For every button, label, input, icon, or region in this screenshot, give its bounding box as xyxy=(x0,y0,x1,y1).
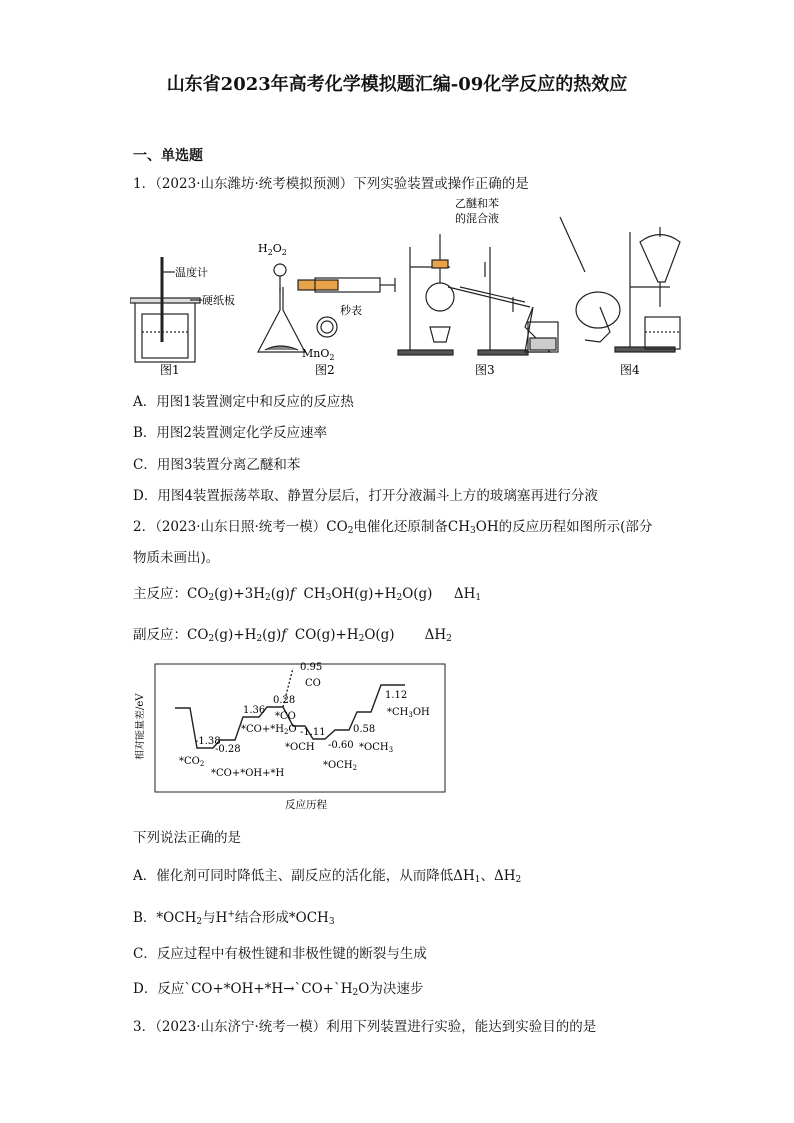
value-label: 0.95 xyxy=(300,662,323,673)
species-label: CO xyxy=(305,678,321,689)
chart-ylabel: 相对能量差/eV xyxy=(135,693,146,760)
species-label: *CO+*OH+*H xyxy=(211,768,285,779)
q2-ask: 下列说法正确的是 xyxy=(133,830,241,846)
q2-option-c: C．反应过程中有极性键和非极性键的断裂与生成 xyxy=(133,946,427,962)
q3-stem: 3．（2023·山东济宁·统考一模）利用下列装置进行实验，能达到实验目的的是 xyxy=(133,1019,597,1035)
side-reaction: 副反应：$CO_2(g)+H_2(g)f$ $CO(g)+H_2O(g)$ $\Delta H_2$ xyxy=(133,627,452,644)
main-reaction: 主反应：$CO_2(g)+3H_2(g)f$ $CH_3OH(g)+H_2O(g)$ $\Delta H_1$ xyxy=(133,586,482,603)
value-label: -1.11 xyxy=(300,727,326,738)
q1-option-b: B．用图2装置测定化学反应速率 xyxy=(133,425,328,441)
stopwatch-label: 秒表 xyxy=(340,304,362,317)
page-title: 山东省2023年高考化学模拟题汇编-09化学反应的热效应 xyxy=(166,74,628,95)
value-label: 0.28 xyxy=(273,695,296,706)
fig4-caption: 图4 xyxy=(620,363,640,377)
thermometer-label: 温度计 xyxy=(175,266,208,279)
mixture-label: 的混合液 xyxy=(455,212,499,225)
q2-option-a: A．催化剂可同时降低主、副反应的活化能，从而降低$\Delta H_1$、$\Delta H_2$ xyxy=(133,868,522,885)
species-label: $*OCH_2$ xyxy=(323,760,358,772)
species-label: *OCH xyxy=(285,742,315,753)
energy-diagram xyxy=(135,660,455,815)
q2-option-b: B．$*OCH_2$与H+结合形成$*OCH_3$ xyxy=(133,909,335,927)
species-label: $*OCH_3$ xyxy=(359,742,394,754)
species-label: $*CH_3OH$ xyxy=(387,707,430,719)
mno2-label: MnO$_2$ xyxy=(302,347,335,362)
fig1-caption: 图1 xyxy=(160,363,180,377)
q1-option-d: D．用图4装置振荡萃取、静置分层后，打开分液漏斗上方的玻璃塞再进行分液 xyxy=(133,488,598,504)
species-label: $*CO_2$ xyxy=(179,756,205,768)
chart-xlabel: 反应历程 xyxy=(285,799,327,811)
value-label: 0.58 xyxy=(353,724,376,735)
h2o2-label: $H_2O_2$ xyxy=(258,242,287,257)
q2-stem: 2．（2023·山东日照·统考一模）$CO_2$电催化还原制备$CH_3OH$的反应历程如图所示(部分 xyxy=(133,519,653,536)
fig3-caption: 图3 xyxy=(475,363,495,377)
value-label: -1.38 xyxy=(195,736,221,747)
species-label: $*CO+*H_2O$ xyxy=(241,724,297,736)
cardboard-label: 硬纸板 xyxy=(202,294,235,307)
q2-option-d: D．反应$`CO+*OH+*H\to`CO+`H_2O$为决速步 xyxy=(133,981,424,998)
value-label: 1.12 xyxy=(385,690,408,701)
fig2-caption: 图2 xyxy=(315,363,335,377)
q1-option-c: C．用图3装置分离乙醚和苯 xyxy=(133,457,301,473)
q1-apparatus-figures xyxy=(130,192,700,384)
q1-stem: 1．（2023·山东潍坊·统考模拟预测）下列实验装置或操作正确的是 xyxy=(133,176,529,192)
value-label: 1.36 xyxy=(243,705,266,716)
q2-stem-2: 物质未画出)。 xyxy=(133,550,220,566)
value-label: -0.60 xyxy=(328,740,354,751)
species-label: *CO xyxy=(275,711,296,722)
q1-option-a: A．用图1装置测定中和反应的反应热 xyxy=(133,394,354,410)
section-heading: 一、单选题 xyxy=(133,148,203,164)
ether-label: 乙醚和苯 xyxy=(455,197,499,210)
value-label: -0.28 xyxy=(215,744,241,755)
